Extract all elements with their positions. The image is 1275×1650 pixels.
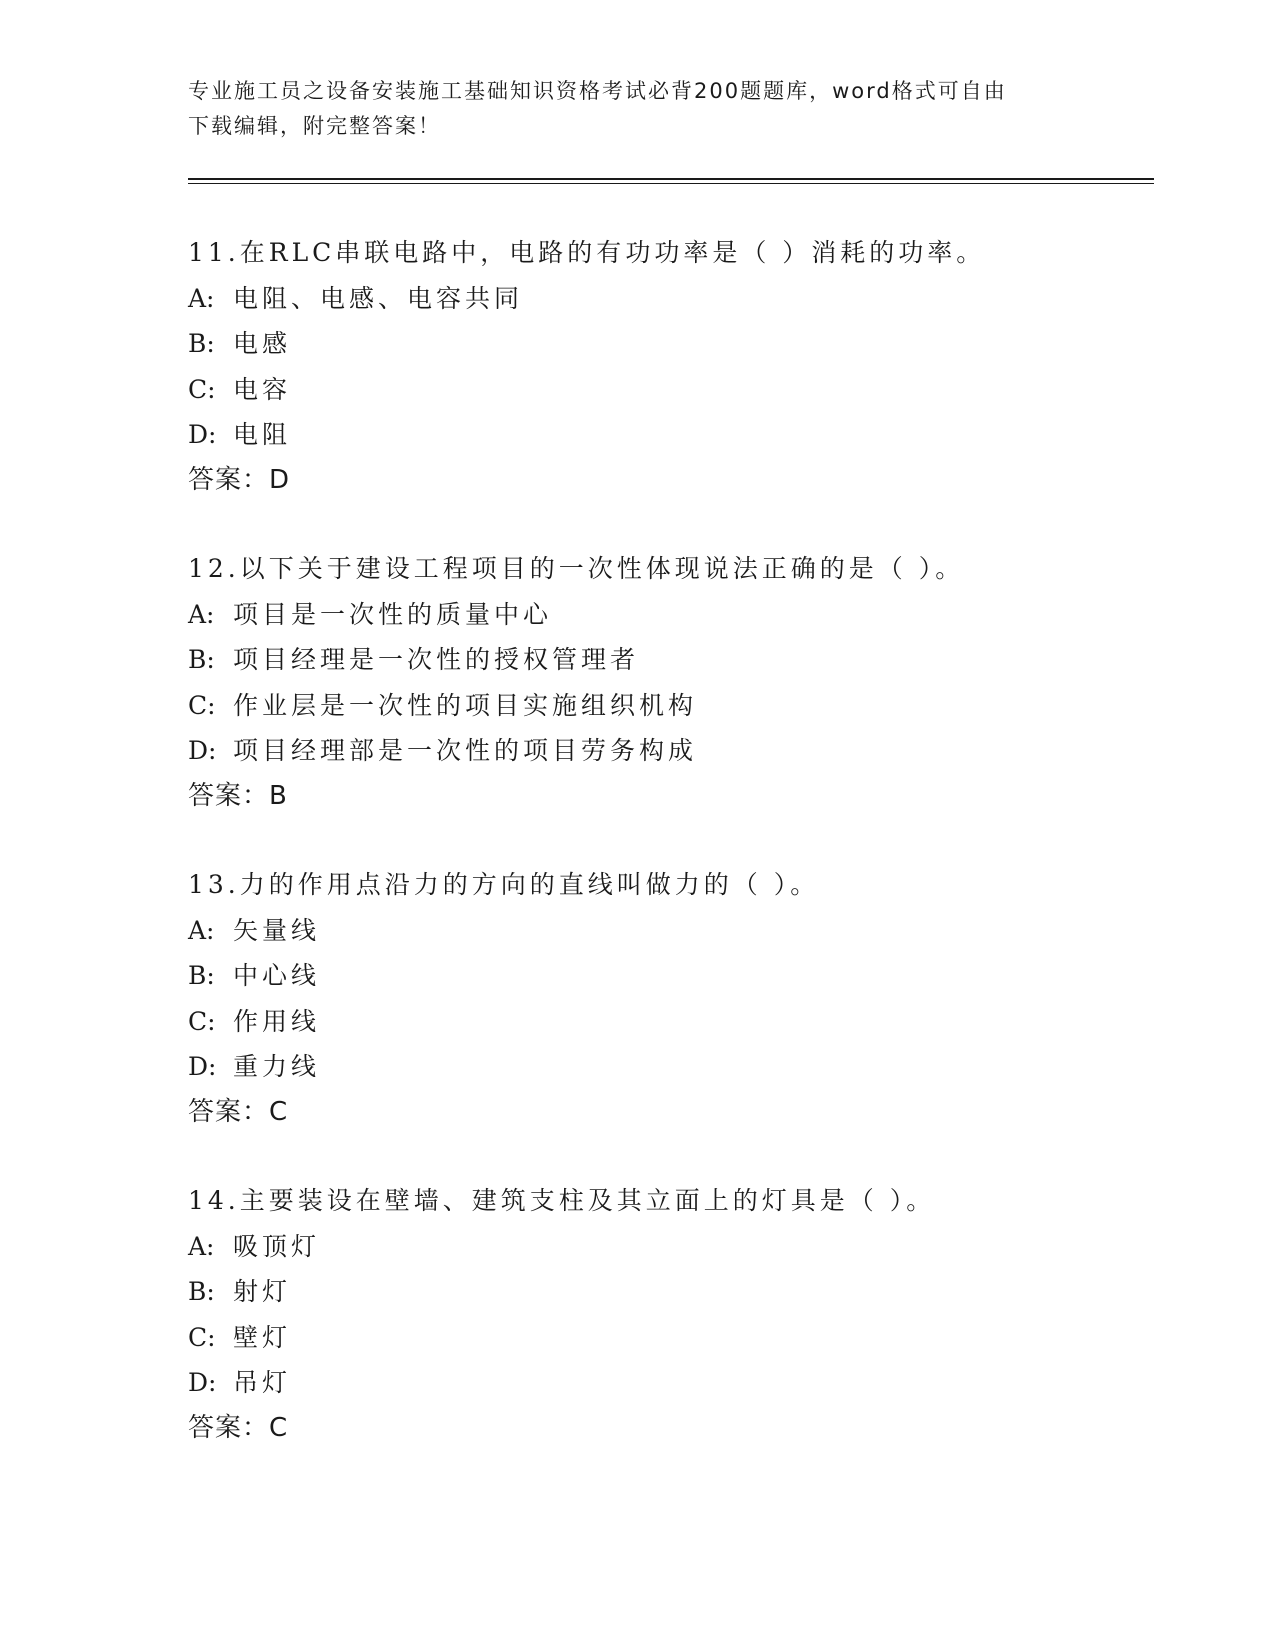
- option-key: A:: [188, 915, 215, 945]
- option-b: [188, 321, 1148, 367]
- option-key: B:: [188, 961, 215, 990]
- option-c: [188, 367, 1148, 413]
- option-text: 吸顶灯: [233, 1231, 321, 1261]
- option-a: [188, 592, 1148, 638]
- option-b: [188, 953, 1148, 999]
- header-divider-thin: [188, 183, 1154, 184]
- option-key: C:: [188, 1322, 216, 1352]
- option-b: [188, 637, 1148, 683]
- option-d: [188, 1360, 1148, 1406]
- question-stem: 14.主要装设在壁墙、建筑支柱及其立面上的灯具是（ ）。: [188, 1186, 936, 1215]
- option-key: D:: [188, 1052, 217, 1081]
- option-b: [188, 1269, 1148, 1315]
- option-key: A:: [188, 1231, 215, 1261]
- option-d: [188, 412, 1148, 458]
- question-stem: 13.力的作用点沿力的方向的直线叫做力的（ ）。: [188, 870, 820, 899]
- question-11: [188, 230, 1148, 503]
- question-stem: 12.以下关于建设工程项目的一次性体现说法正确的是（ ）。: [188, 554, 965, 583]
- question-stem: 11.在RLC串联电路中，电路的有功功率是（ ）消耗的功率。: [188, 238, 986, 267]
- option-c: [188, 999, 1148, 1045]
- option-text: 中心线: [233, 961, 321, 990]
- option-text: 作用线: [233, 1006, 321, 1036]
- question-12: [188, 546, 1148, 819]
- option-key: C:: [188, 1006, 216, 1036]
- header-line-1: 专业施工员之设备安装施工基础知识资格考试必背200题题库，word格式可自由: [188, 79, 1007, 103]
- option-text: 项目经理部是一次性的项目劳务构成: [233, 736, 698, 765]
- answer: 答案：C: [188, 1412, 289, 1443]
- option-d: [188, 728, 1148, 774]
- answer: 答案：D: [188, 464, 291, 495]
- answer: 答案：C: [188, 1096, 289, 1127]
- option-key: B:: [188, 329, 215, 358]
- option-a: [188, 908, 1148, 954]
- header-divider-thick: [188, 178, 1154, 180]
- option-text: 作业层是一次性的项目实施组织机构: [233, 690, 698, 720]
- option-text: 电感: [233, 329, 292, 358]
- option-text: 项目经理是一次性的授权管理者: [233, 645, 640, 674]
- option-c: [188, 683, 1148, 729]
- option-text: 吊灯: [233, 1368, 292, 1397]
- question-14: [188, 1178, 1148, 1451]
- option-key: A:: [188, 283, 215, 313]
- header-line-2: 下载编辑，附完整答案！: [188, 114, 441, 138]
- option-text: 重力线: [233, 1052, 321, 1081]
- answer: 答案：B: [188, 780, 288, 811]
- option-a: [188, 276, 1148, 322]
- option-text: 项目是一次性的质量中心: [233, 599, 553, 629]
- option-key: D:: [188, 736, 217, 765]
- option-c: [188, 1315, 1148, 1361]
- option-text: 射灯: [233, 1277, 292, 1306]
- option-a: [188, 1224, 1148, 1270]
- option-key: B:: [188, 645, 215, 674]
- option-key: C:: [188, 690, 216, 720]
- document-header: [188, 74, 1088, 144]
- option-text: 矢量线: [233, 915, 321, 945]
- option-key: D:: [188, 420, 217, 449]
- question-13: [188, 862, 1148, 1135]
- option-d: [188, 1044, 1148, 1090]
- option-text: 电容: [233, 374, 292, 404]
- option-key: C:: [188, 374, 216, 404]
- option-text: 电阻: [233, 420, 292, 449]
- option-key: B:: [188, 1277, 215, 1306]
- option-text: 壁灯: [233, 1322, 292, 1352]
- option-key: D:: [188, 1368, 217, 1397]
- option-key: A:: [188, 599, 215, 629]
- option-text: 电阻、电感、电容共同: [233, 283, 524, 313]
